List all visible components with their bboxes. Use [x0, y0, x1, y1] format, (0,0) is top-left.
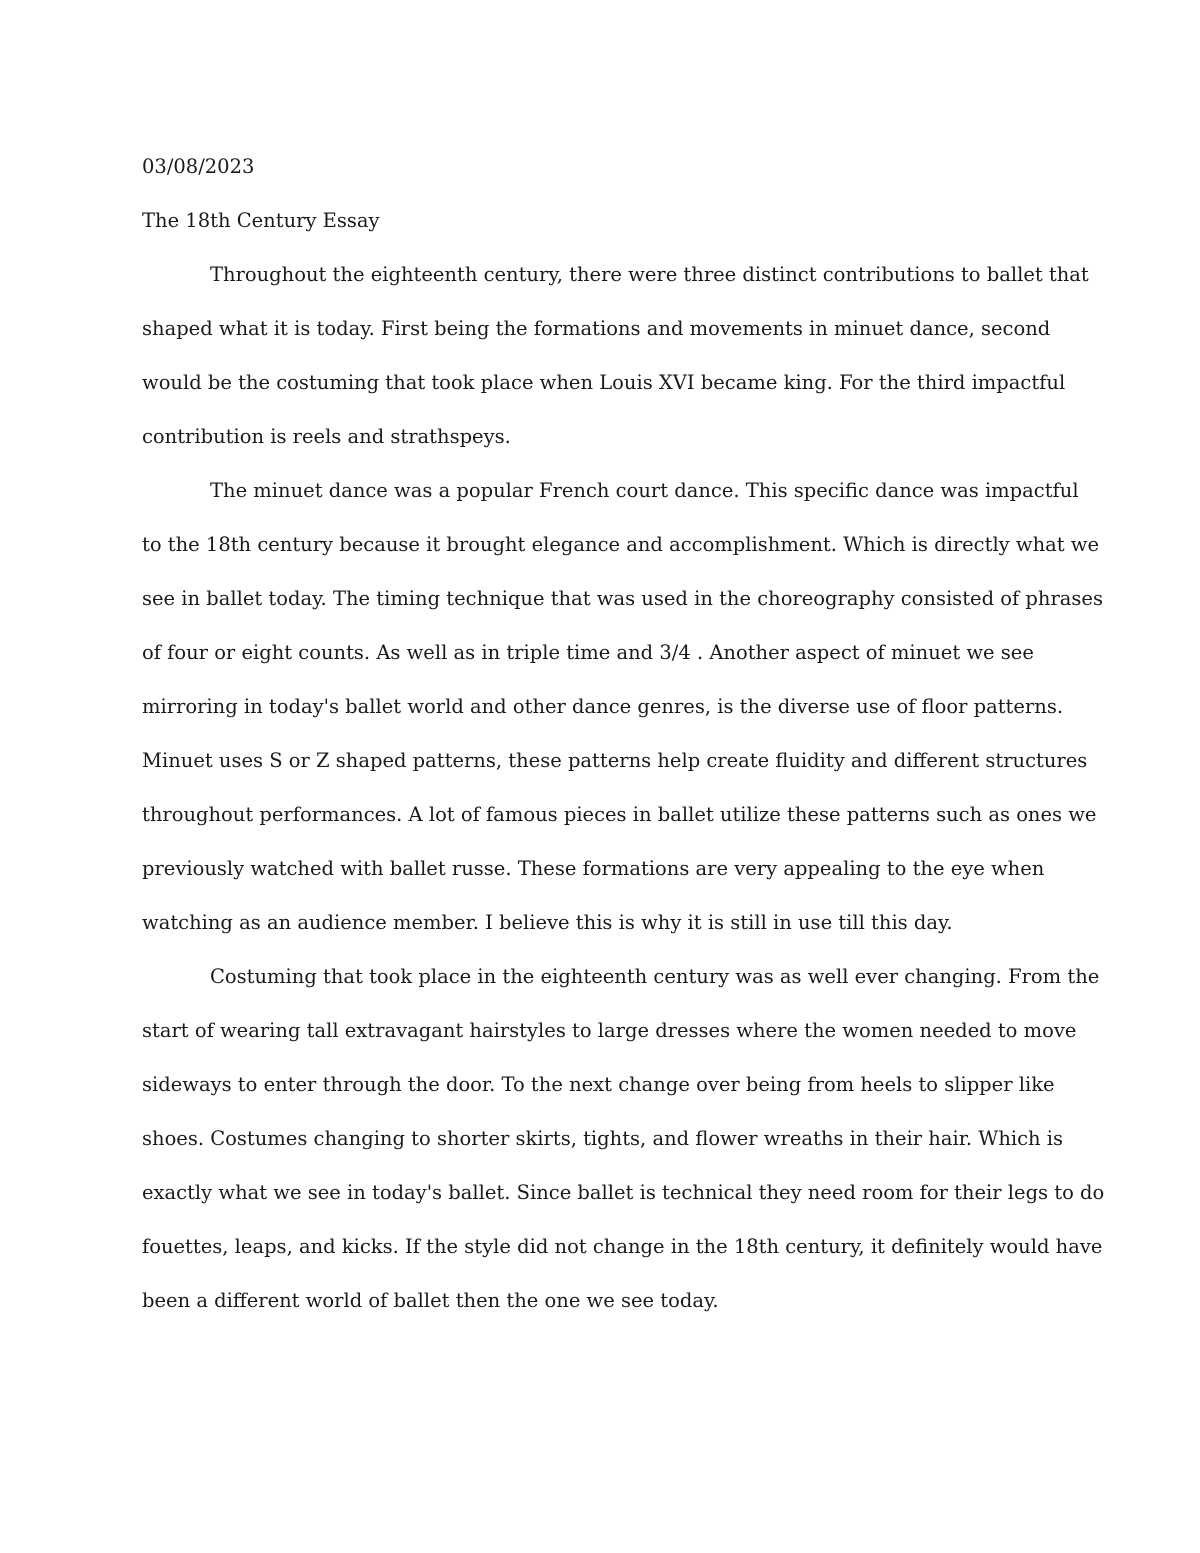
- paragraph-line: previously watched with ballet russe. These formations are very appealing to the eye when: [142, 857, 1045, 880]
- paragraph-2: [142, 464, 1103, 950]
- paragraph-line: see in ballet today. The timing technique that was used in the choreography consisted of phrases: [142, 587, 1103, 610]
- essay-body: [142, 140, 1105, 1328]
- paragraph-line: shoes. Costumes changing to shorter skirts, tights, and flower wreaths in their hair. Which is: [142, 1127, 1064, 1150]
- paragraph-line: sideways to enter through the door. To the next change over being from heels to slipper like: [142, 1073, 1055, 1096]
- paragraph-line: to the 18th century because it brought elegance and accomplishment. Which is directly what we: [142, 533, 1100, 556]
- paragraph-line: fouettes, leaps, and kicks. If the style did not change in the 18th century, it definitely would have: [142, 1235, 1103, 1258]
- paragraph-line: Throughout the eighteenth century, there were three distinct contributions to ballet that: [210, 263, 1089, 286]
- paragraph-line: start of wearing tall extravagant hairstyles to large dresses where the women needed to move: [142, 1019, 1077, 1042]
- paragraph-line: of four or eight counts. As well as in triple time and 3/4 . Another aspect of minuet we see: [142, 641, 1034, 664]
- paragraph-line: contribution is reels and strathspeys.: [142, 425, 511, 448]
- essay-title: The 18th Century Essay: [142, 209, 380, 232]
- paragraph-line: shaped what it is today. First being the formations and movements in minuet dance, second: [142, 317, 1051, 340]
- paragraph-line: Minuet uses S or Z shaped patterns, these patterns help create fluidity and different structures: [142, 749, 1088, 772]
- paragraph-3: [142, 950, 1105, 1328]
- paragraph-line: exactly what we see in today's ballet. Since ballet is technical they need room for their legs to do: [142, 1181, 1105, 1204]
- paragraph-line: The minuet dance was a popular French court dance. This specific dance was impactful: [210, 479, 1079, 502]
- paragraph-line: Costuming that took place in the eighteenth century was as well ever changing. From the: [210, 965, 1100, 988]
- paragraph-1: [142, 248, 1089, 464]
- paragraph-line: would be the costuming that took place when Louis XVI became king. For the third impactful: [142, 371, 1066, 394]
- essay-date: 03/08/2023: [142, 155, 255, 178]
- paragraph-line: watching as an audience member. I believe this is why it is still in use till this day.: [142, 911, 953, 934]
- paragraph-line: mirroring in today's ballet world and other dance genres, is the diverse use of floor patterns.: [142, 695, 1064, 718]
- paragraph-line: throughout performances. A lot of famous pieces in ballet utilize these patterns such as ones we: [142, 803, 1097, 826]
- paragraph-line: been a different world of ballet then the one we see today.: [142, 1289, 719, 1312]
